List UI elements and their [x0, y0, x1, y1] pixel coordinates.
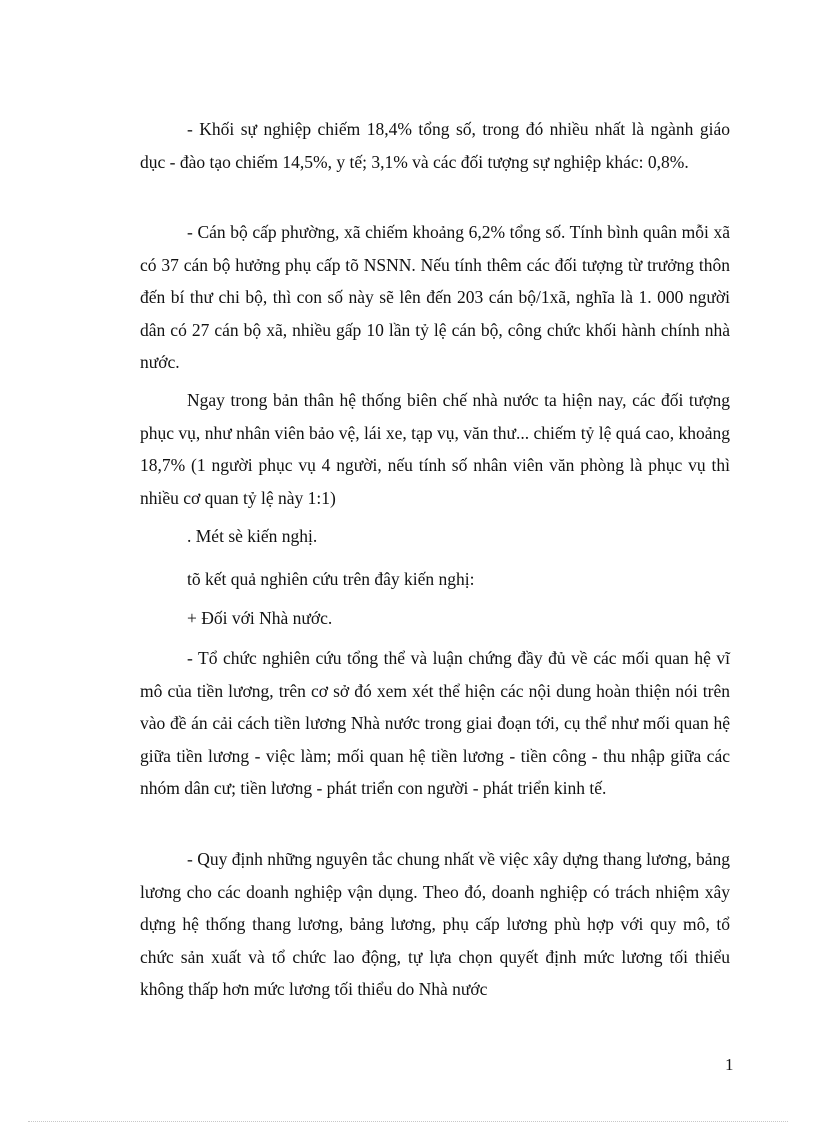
paragraph-to-chuc-nghien-cuu: - Tổ chức nghiên cứu tổng thể và luận chứng đầy đủ về các mối quan hệ vĩ mô của tiền lương, trên cơ sở đó xem xét thể hiện các nội dung hoàn thiện nói trên vào đề án cải cách tiền lương Nhà nước trong giai đoạn tới, cụ thể như mối quan hệ giữa tiền lương - việc làm; mối quan hệ tiền lương - tiền công - thu nhập giữa các nhóm dân cư; tiền lương - phát triển con người - phát triển kinh tế. [140, 648, 730, 798]
paragraph-khoi-su-nghiep: - Khối sự nghiệp chiếm 18,4% tổng số, trong đó nhiều nhất là ngành giáo dục - đào tạo chiếm 14,5%, y tế; 3,1% và các đối tượng sự nghiệp khác: 0,8%. [140, 119, 730, 172]
paragraph-can-bo-cap-xa: - Cán bộ cấp phường, xã chiếm khoảng 6,2% tổng số. Tính bình quân mỗi xã có 37 cán bộ hưởng phụ cấp tõ NSNN. Nếu tính thêm các đối tượng từ trưởng thôn đến bí thư chi bộ, thì con số này sẽ lên đến 203 cán bộ/1xã, nghĩa là 1. 000 người dân có 27 cán bộ xã, nhiều gấp 10 lần tỷ lệ cán bộ, công chức khối hành chính nhà nước. [140, 222, 730, 372]
paragraph-doi-tuong-phuc-vu: Ngay trong bản thân hệ thống biên chế nhà nước ta hiện nay, các đối tượng phục vụ, như nhân viên bảo vệ, lái xe, tạp vụ, văn thư... chiếm tỷ lệ quá cao, khoảng 18,7% (1 người phục vụ 4 người, nếu tính số nhân viên văn phòng là phục vụ thì nhiều cơ quan tỷ lệ này 1:1) [140, 390, 730, 508]
page-number: 1 [725, 1055, 734, 1074]
page-bottom-divider [28, 1121, 788, 1122]
paragraph-quy-dinh-nguyen-tac: - Quy định những nguyên tắc chung nhất về việc xây dựng thang lương, bảng lương cho các doanh nghiệp vận dụng. Theo đó, doanh nghiệp có trách nhiệm xây dựng hệ thống thang lương, bảng lương, phụ cấp lương phù hợp với quy mô, tổ chức sản xuất và tổ chức lao động, tự lựa chọn quyết định mức lương tối thiểu không thấp hơn mức lương tối thiểu do Nhà nước [140, 849, 730, 999]
subheading-doi-voi-nha-nuoc: + Đối với Nhà nước. [187, 608, 333, 628]
section-heading-kien-nghi: . Mét sè kiến nghị. [187, 526, 318, 546]
paragraph-intro-kien-nghi: tõ kết quả nghiên cứu trên đây kiến nghị: [187, 569, 475, 589]
